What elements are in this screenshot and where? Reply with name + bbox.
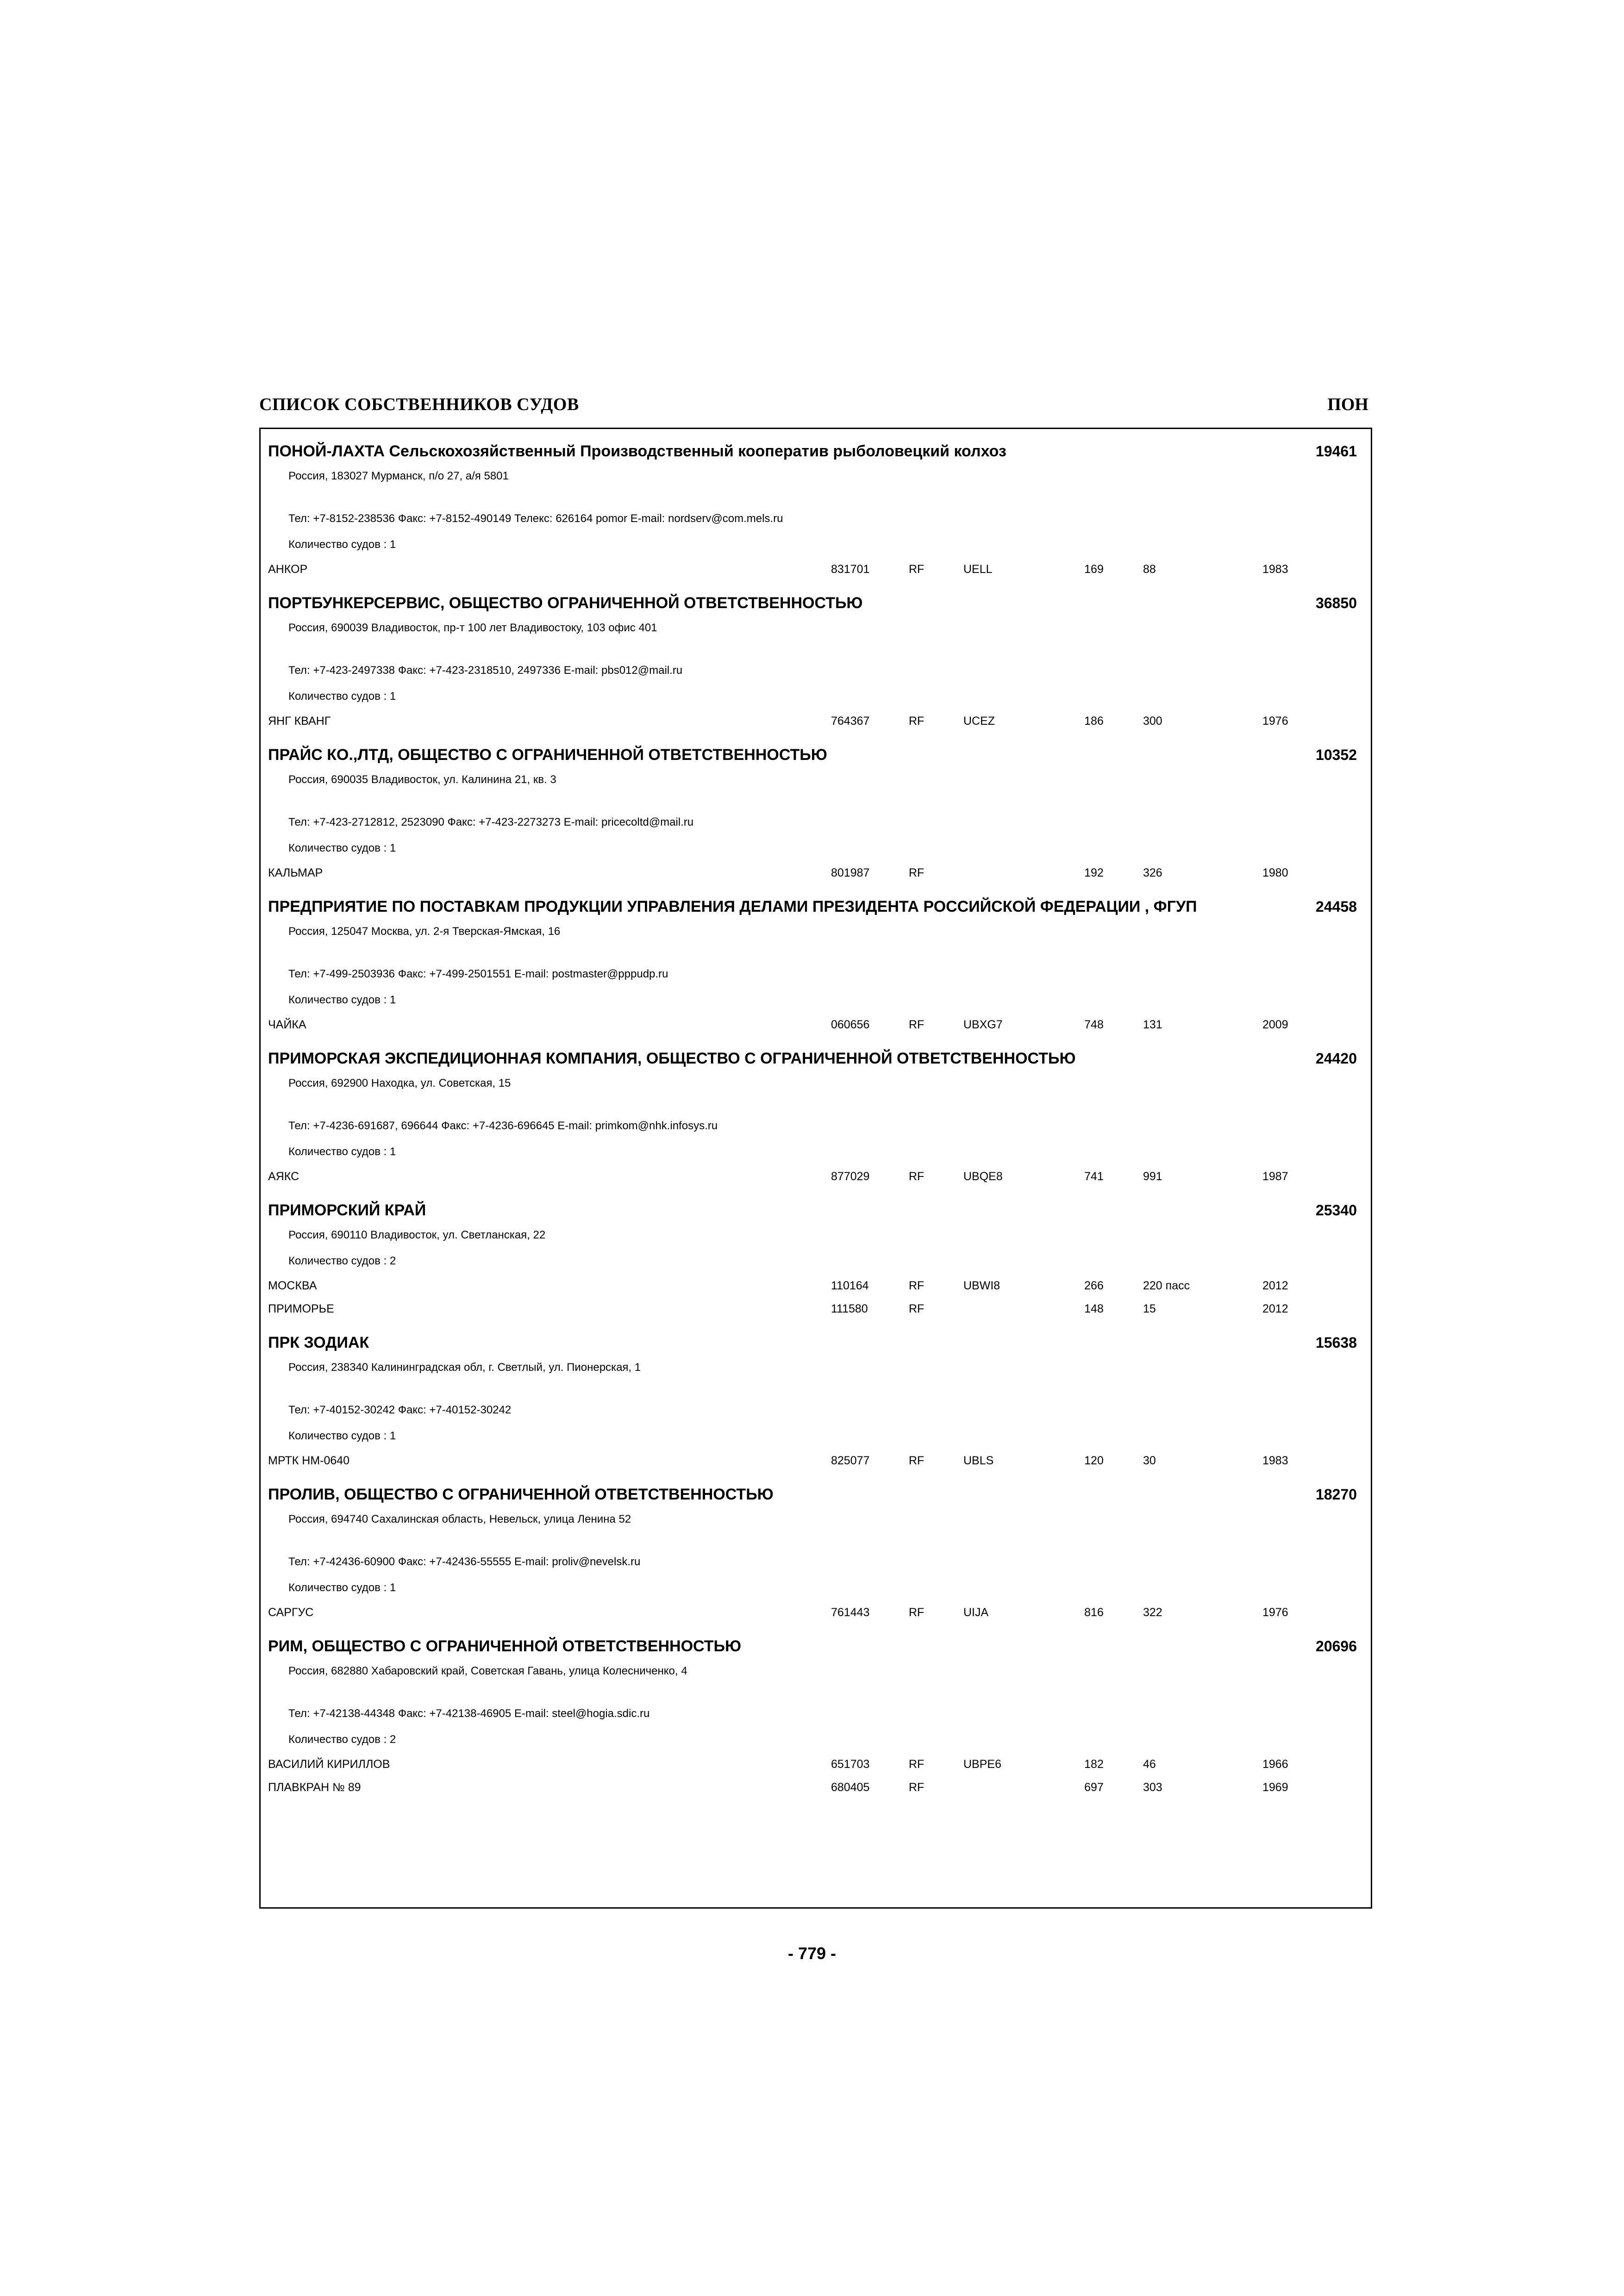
owner-entry (261, 1320, 1371, 1472)
owner-contacts: Тел: +7-4236-691687, 696644 Факс: +7-4236-696645 E-mail: primkom@nhk.infosys.ru (288, 1120, 718, 1132)
vessel-gross-tonnage: 186 (1084, 715, 1104, 728)
owner-entry (261, 1472, 1371, 1624)
vessel-number: 831701 (831, 563, 870, 576)
owner-entry (261, 581, 1371, 733)
owner-header (268, 1188, 1363, 1222)
page-header-title: СПИСОК СОБСТВЕННИКОВ СУДОВ (259, 395, 579, 414)
vessel-gross-tonnage: 816 (1084, 1606, 1104, 1619)
vessel-year: 1969 (1262, 1781, 1288, 1794)
vessel-count: Количество судов : 1 (288, 1581, 396, 1594)
owner-entry (261, 733, 1371, 884)
vessel-row (268, 558, 1363, 581)
spacer (268, 793, 1363, 809)
owner-entry (261, 1188, 1371, 1320)
vessel-gross-tonnage: 266 (1084, 1279, 1104, 1292)
vessel-year: 2009 (1262, 1018, 1288, 1031)
vessel-deadweight: 46 (1143, 1758, 1156, 1771)
owner-address: Россия, 682880 Хабаровский край, Советская Гавань, улица Колесниченко, 4 (288, 1665, 687, 1677)
vessel-year: 1980 (1262, 866, 1288, 879)
vessel-deadweight: 300 (1143, 715, 1162, 728)
vessel-callsign: UBWI8 (963, 1279, 1000, 1292)
vessel-deadweight: 88 (1143, 563, 1156, 576)
owner-id: 36850 (1316, 595, 1357, 611)
owner-entry (261, 429, 1371, 581)
vessel-name: ЧАЙКА (268, 1018, 306, 1031)
vessel-number: 680405 (831, 1781, 870, 1794)
owner-id: 25340 (1316, 1202, 1357, 1219)
owner-id: 19461 (1316, 443, 1357, 460)
vessel-callsign: UCEZ (963, 715, 995, 728)
vessel-row (268, 1274, 1363, 1297)
vessel-flag: RF (909, 715, 924, 728)
vessel-year: 1976 (1262, 715, 1288, 728)
vessel-year: 1987 (1262, 1170, 1288, 1183)
vessel-count: Количество судов : 1 (288, 1430, 396, 1442)
spacer (268, 641, 1363, 658)
vessel-deadweight: 991 (1143, 1170, 1162, 1183)
vessel-deadweight: 303 (1143, 1781, 1162, 1794)
vessel-gross-tonnage: 182 (1084, 1758, 1104, 1771)
vessel-row (268, 1165, 1363, 1188)
owner-name: ПРЕДПРИЯТИЕ ПО ПОСТАВКАМ ПРОДУКЦИИ УПРАВЛЕНИЯ ДЕЛАМИ ПРЕЗИДЕНТА РОССИЙСКОЙ ФЕДЕРАЦИИ , ФГУП (268, 898, 1197, 915)
vessel-number: 651703 (831, 1758, 870, 1771)
vessel-number: 060656 (831, 1018, 870, 1031)
vessel-callsign: UIJA (963, 1606, 989, 1619)
vessel-row (268, 1776, 1363, 1799)
vessel-row (268, 1449, 1363, 1472)
vessel-name: ПРИМОРЬЕ (268, 1302, 334, 1315)
owner-id: 10352 (1316, 747, 1357, 763)
vessel-row (268, 1601, 1363, 1624)
vessel-flag: RF (909, 1781, 924, 1794)
spacer (268, 1684, 1363, 1701)
vessel-row (268, 1297, 1363, 1320)
vessel-number: 801987 (831, 866, 870, 879)
vessel-name: ВАСИЛИЙ КИРИЛЛОВ (268, 1758, 390, 1771)
owner-id: 24420 (1316, 1050, 1357, 1067)
vessel-deadweight: 322 (1143, 1606, 1162, 1619)
vessel-flag: RF (909, 1170, 924, 1183)
vessel-gross-tonnage: 748 (1084, 1018, 1104, 1031)
owner-address: Россия, 125047 Москва, ул. 2-я Тверская-Ямская, 16 (288, 925, 561, 938)
vessel-name: ПЛАВКРАН № 89 (268, 1781, 361, 1794)
vessel-callsign: UBPE6 (963, 1758, 1001, 1771)
vessel-deadweight: 30 (1143, 1454, 1156, 1467)
owner-header (268, 581, 1363, 615)
vessel-count: Количество судов : 2 (288, 1255, 396, 1267)
vessel-flag: RF (909, 1758, 924, 1771)
spacer (268, 1532, 1363, 1549)
owner-address: Россия, 238340 Калининградская обл, г. Светлый, ул. Пионерская, 1 (288, 1361, 641, 1374)
vessel-number: 764367 (831, 715, 870, 728)
vessel-row (268, 1753, 1363, 1776)
owner-name: ПОНОЙ-ЛАХТА Сельскохозяйственный Производственный кооператив рыболовецкий колхоз (268, 442, 1006, 460)
owners-list (261, 429, 1371, 1799)
owner-name: РИМ, ОБЩЕСТВО С ОГРАНИЧЕННОЙ ОТВЕТСТВЕННОСТЬЮ (268, 1637, 742, 1655)
owners-list-frame (259, 428, 1372, 1909)
owner-contacts: Тел: +7-423-2497338 Факс: +7-423-2318510, 2497336 E-mail: pbs012@mail.ru (288, 664, 683, 677)
vessel-deadweight: 220 пасс (1143, 1279, 1190, 1292)
vessel-callsign: UBQE8 (963, 1170, 1003, 1183)
vessel-deadweight: 131 (1143, 1018, 1162, 1031)
owner-header (268, 1320, 1363, 1355)
owner-id: 15638 (1316, 1334, 1357, 1351)
owner-address: Россия, 690039 Владивосток, пр-т 100 лет Владивостоку, 103 офис 401 (288, 622, 657, 634)
owner-contacts: Тел: +7-40152-30242 Факс: +7-40152-30242 (288, 1404, 512, 1416)
owner-id: 24458 (1316, 898, 1357, 915)
vessel-gross-tonnage: 741 (1084, 1170, 1104, 1183)
owner-address: Россия, 690110 Владивосток, ул. Светланская, 22 (288, 1229, 546, 1241)
vessel-flag: RF (909, 1454, 924, 1467)
owner-header (268, 1472, 1363, 1506)
owner-name: ПРИМОРСКИЙ КРАЙ (268, 1201, 426, 1219)
vessel-count: Количество судов : 1 (288, 842, 396, 854)
owner-contacts: Тел: +7-42436-60900 Факс: +7-42436-55555 E-mail: proliv@nevelsk.ru (288, 1556, 641, 1568)
vessel-count: Количество судов : 1 (288, 690, 396, 703)
page-number: - 779 - (787, 1944, 837, 1963)
owner-contacts: Тел: +7-42138-44348 Факс: +7-42138-46905 E-mail: steel@hogia.sdic.ru (288, 1707, 650, 1720)
owner-address: Россия, 183027 Мурманск, п/о 27, а/я 5801 (288, 470, 509, 482)
vessel-gross-tonnage: 120 (1084, 1454, 1104, 1467)
owner-entry (261, 1036, 1371, 1188)
vessel-count: Количество судов : 1 (288, 994, 396, 1006)
owner-name: ПОРТБУНКЕРСЕРВИС, ОБЩЕСТВО ОГРАНИЧЕННОЙ ОТВЕТСТВЕННОСТЬЮ (268, 594, 863, 612)
owner-address: Россия, 690035 Владивосток, ул. Калинина 21, кв. 3 (288, 773, 556, 786)
owner-entry (261, 1624, 1371, 1799)
owner-id: 18270 (1316, 1486, 1357, 1503)
vessel-callsign: UELL (963, 563, 993, 576)
vessel-flag: RF (909, 563, 924, 576)
owner-header (268, 733, 1363, 767)
page-header-code: ПОН (1327, 395, 1368, 414)
vessel-flag: RF (909, 1606, 924, 1619)
vessel-name: АЯКС (268, 1170, 300, 1183)
owner-name: ПРОЛИВ, ОБЩЕСТВО С ОГРАНИЧЕННОЙ ОТВЕТСТВЕННОСТЬЮ (268, 1486, 774, 1503)
vessel-name: АНКОР (268, 563, 308, 576)
owner-id: 20696 (1316, 1638, 1357, 1655)
vessel-name: МРТК НМ-0640 (268, 1454, 350, 1467)
vessel-number: 110164 (831, 1279, 869, 1292)
vessel-deadweight: 15 (1143, 1302, 1156, 1315)
vessel-year: 1983 (1262, 1454, 1288, 1467)
owner-header (268, 1036, 1363, 1070)
vessel-count: Количество судов : 1 (288, 1145, 396, 1158)
spacer (268, 1096, 1363, 1113)
vessel-name: КАЛЬМАР (268, 866, 323, 879)
vessel-row (268, 709, 1363, 733)
vessel-gross-tonnage: 192 (1084, 866, 1104, 879)
owner-address: Россия, 694740 Сахалинская область, Невельск, улица Ленина 52 (288, 1513, 631, 1525)
vessel-year: 1976 (1262, 1606, 1288, 1619)
vessel-gross-tonnage: 148 (1084, 1302, 1104, 1315)
vessel-year: 2012 (1262, 1302, 1288, 1315)
owner-header (268, 429, 1363, 463)
owner-name: ПРИМОРСКАЯ ЭКСПЕДИЦИОННАЯ КОМПАНИЯ, ОБЩЕСТВО С ОГРАНИЧЕННОЙ ОТВЕТСТВЕННОСТЬЮ (268, 1050, 1076, 1067)
vessel-flag: RF (909, 1279, 924, 1292)
spacer (268, 489, 1363, 506)
spacer (268, 1381, 1363, 1397)
vessel-flag: RF (909, 866, 924, 879)
vessel-count: Количество судов : 1 (288, 538, 396, 551)
owner-name: ПРАЙС КО.,ЛТД, ОБЩЕСТВО С ОГРАНИЧЕННОЙ ОТВЕТСТВЕННОСТЬЮ (268, 746, 827, 764)
vessel-callsign: UBLS (963, 1454, 994, 1467)
vessel-gross-tonnage: 697 (1084, 1781, 1104, 1794)
vessel-row (268, 861, 1363, 884)
vessel-name: МОСКВА (268, 1279, 317, 1292)
vessel-number: 761443 (831, 1606, 870, 1619)
owner-entry (261, 884, 1371, 1036)
owner-name: ПРК ЗОДИАК (268, 1334, 369, 1351)
vessel-callsign: UBXG7 (963, 1018, 1003, 1031)
vessel-deadweight: 326 (1143, 866, 1162, 879)
vessel-gross-tonnage: 169 (1084, 563, 1104, 576)
vessel-row (268, 1013, 1363, 1036)
vessel-year: 1983 (1262, 563, 1288, 576)
vessel-number: 825077 (831, 1454, 870, 1467)
vessel-name: ЯНГ КВАНГ (268, 715, 331, 728)
vessel-year: 1966 (1262, 1758, 1288, 1771)
owner-address: Россия, 692900 Находка, ул. Советская, 15 (288, 1077, 511, 1089)
owner-header (268, 884, 1363, 919)
owner-contacts: Тел: +7-499-2503936 Факс: +7-499-2501551 E-mail: postmaster@pppudp.ru (288, 968, 668, 980)
vessel-flag: RF (909, 1302, 924, 1315)
spacer (268, 945, 1363, 961)
vessel-year: 2012 (1262, 1279, 1288, 1292)
owner-contacts: Тел: +7-423-2712812, 2523090 Факс: +7-423-2273273 E-mail: pricecoltd@mail.ru (288, 816, 694, 828)
vessel-count: Количество судов : 2 (288, 1733, 396, 1746)
vessel-flag: RF (909, 1018, 924, 1031)
owner-header (268, 1624, 1363, 1658)
owner-contacts: Тел: +7-8152-238536 Факс: +7-8152-490149 Телекс: 626164 pomor E-mail: nordserv@com.mels.ru (288, 512, 783, 525)
vessel-name: САРГУС (268, 1606, 314, 1619)
vessel-number: 111580 (831, 1302, 868, 1315)
vessel-number: 877029 (831, 1170, 870, 1183)
